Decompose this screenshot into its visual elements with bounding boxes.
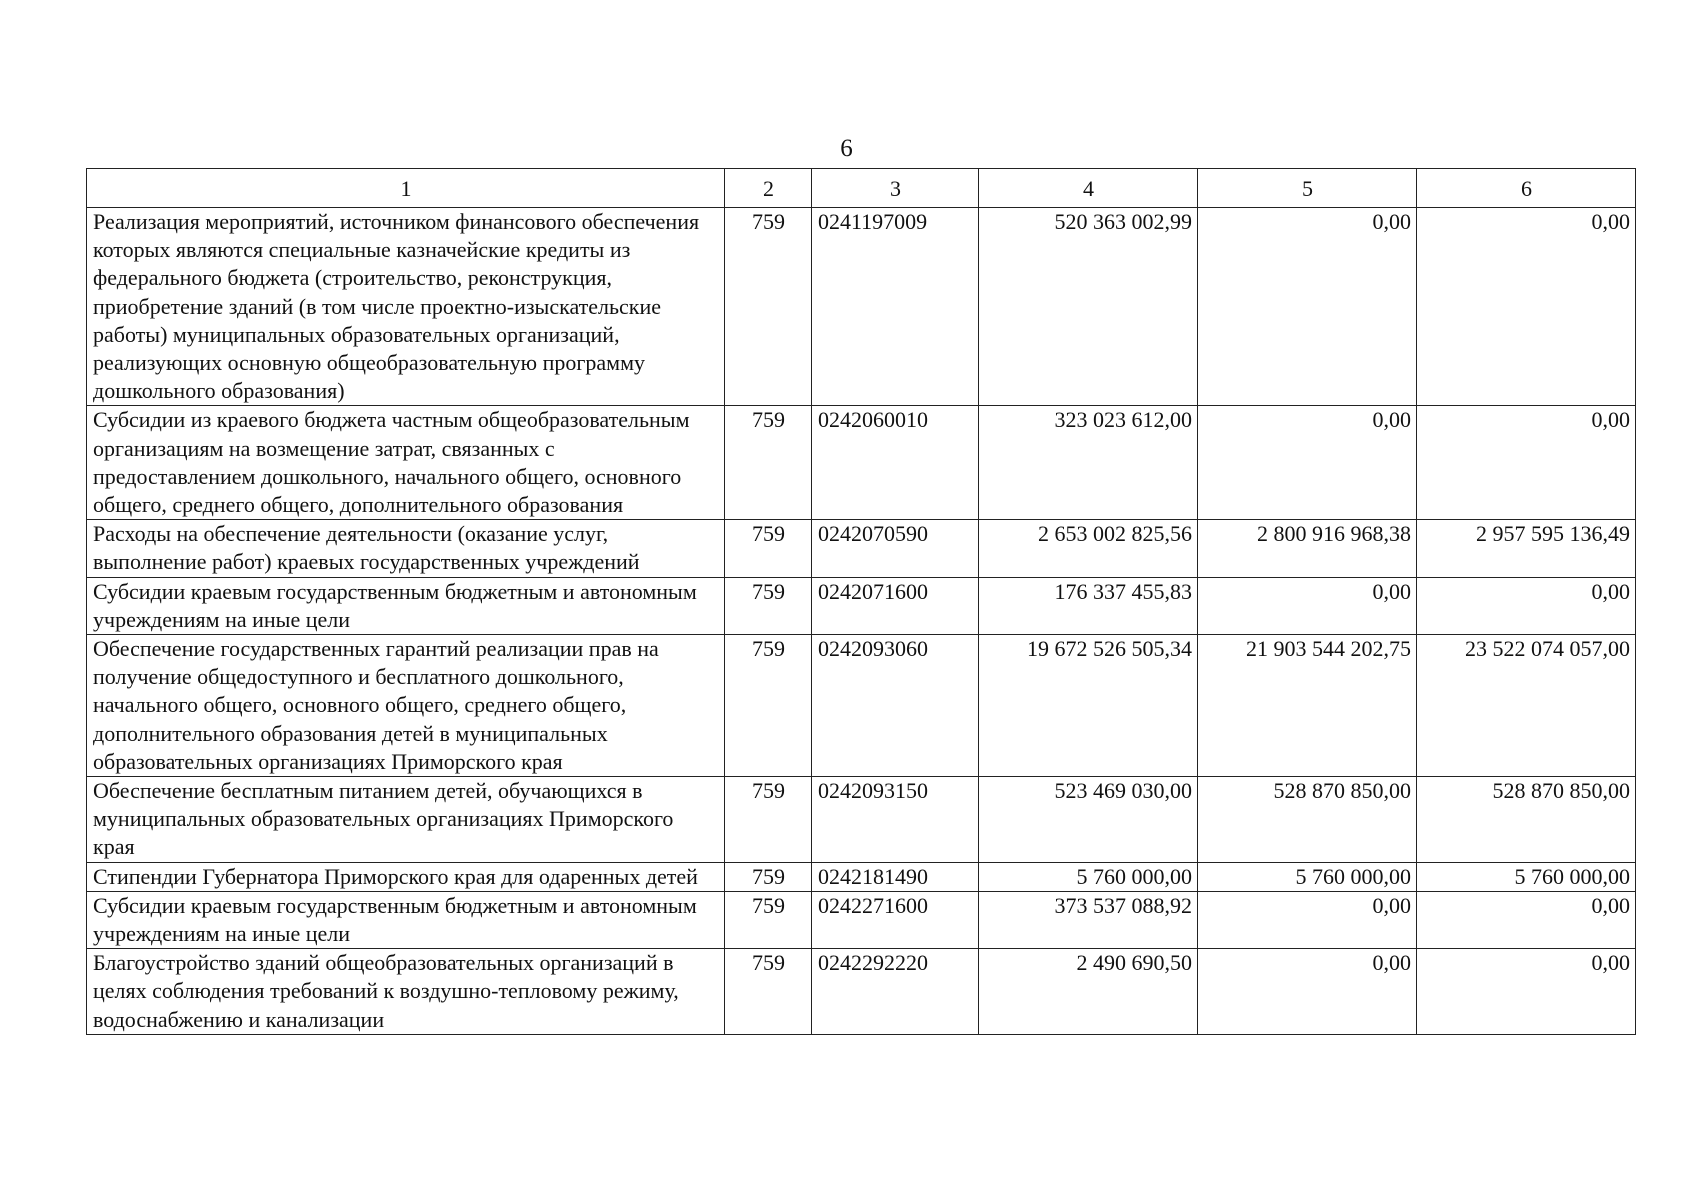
row-csr: 0242181490 [812,862,979,891]
row-amount-col4: 523 469 030,00 [979,777,1198,863]
row-csr: 0242071600 [812,577,979,634]
row-code: 759 [725,777,812,863]
row-amount-col5: 5 760 000,00 [1198,862,1417,891]
row-code: 759 [725,862,812,891]
header-row [87,169,1636,208]
row-amount-col4: 2 653 002 825,56 [979,520,1198,577]
page-number: 6 [840,135,853,162]
row-amount-col4: 5 760 000,00 [979,862,1198,891]
row-amount-col6: 0,00 [1417,891,1636,948]
table-row [87,406,1636,520]
row-amount-col4: 373 537 088,92 [979,891,1198,948]
row-amount-col4: 176 337 455,83 [979,577,1198,634]
row-csr: 0241197009 [812,208,979,406]
row-code: 759 [725,635,812,777]
row-name: Благоустройство зданий общеобразовательных организаций в целях соблюдения требований к воздушно-тепловому режиму, водоснабжению и канализации [87,949,725,1035]
row-amount-col5: 0,00 [1198,577,1417,634]
row-amount-col6: 0,00 [1417,208,1636,406]
row-amount-col6: 0,00 [1417,577,1636,634]
table-row [87,635,1636,777]
table-row [87,891,1636,948]
row-name: Обеспечение бесплатным питанием детей, обучающихся в муниципальных образовательных организациях Приморского края [87,777,725,863]
table-row [87,777,1636,863]
header-col-4: 4 [979,169,1198,208]
row-amount-col5: 0,00 [1198,406,1417,520]
row-code: 759 [725,577,812,634]
table-row [87,577,1636,634]
row-name: Субсидии краевым государственным бюджетным и автономным учреждениям на иные цели [87,577,725,634]
row-code: 759 [725,406,812,520]
row-name: Субсидии из краевого бюджета частным общеобразовательным организациям на возмещение затрат, связанных с предоставлением дошкольного, начального общего, основного общего, среднего общего, дополнительного образования [87,406,725,520]
row-csr: 0242271600 [812,891,979,948]
row-amount-col6: 5 760 000,00 [1417,862,1636,891]
row-amount-col5: 2 800 916 968,38 [1198,520,1417,577]
row-csr: 0242060010 [812,406,979,520]
row-code: 759 [725,891,812,948]
row-amount-col5: 0,00 [1198,949,1417,1035]
table-row [87,208,1636,406]
table-row [87,949,1636,1035]
row-amount-col5: 0,00 [1198,891,1417,948]
header-col-5: 5 [1198,169,1417,208]
table-row [87,520,1636,577]
row-name: Реализация мероприятий, источником финансового обеспечения которых являются специальные казначейские кредиты из федерального бюджета (строительство, реконструкция, приобретение зданий (в том числе проектно-изыскательские работы) муниципальных образовательных организаций, реализующих основную общеобразовательную программу дошкольного образования) [87,208,725,406]
header-col-6: 6 [1417,169,1636,208]
row-csr: 0242093060 [812,635,979,777]
header-col-2: 2 [725,169,812,208]
row-amount-col6: 528 870 850,00 [1417,777,1636,863]
row-code: 759 [725,520,812,577]
row-name: Стипендии Губернатора Приморского края для одаренных детей [87,862,725,891]
row-name: Обеспечение государственных гарантий реализации прав на получение общедоступного и бесплатного дошкольного, начального общего, основного общего, среднего общего, дополнительного образования детей в муниципальных образовательных организациях Приморского края [87,635,725,777]
row-name: Субсидии краевым государственным бюджетным и автономным учреждениям на иные цели [87,891,725,948]
row-amount-col6: 2 957 595 136,49 [1417,520,1636,577]
row-code: 759 [725,208,812,406]
row-amount-col5: 528 870 850,00 [1198,777,1417,863]
row-amount-col5: 0,00 [1198,208,1417,406]
row-code: 759 [725,949,812,1035]
table-row [87,862,1636,891]
row-csr: 0242093150 [812,777,979,863]
row-csr: 0242070590 [812,520,979,577]
row-amount-col4: 520 363 002,99 [979,208,1198,406]
row-csr: 0242292220 [812,949,979,1035]
row-name: Расходы на обеспечение деятельности (оказание услуг, выполнение работ) краевых государственных учреждений [87,520,725,577]
header-col-3: 3 [812,169,979,208]
budget-table [86,168,1636,1035]
row-amount-col6: 0,00 [1417,406,1636,520]
header-col-1: 1 [87,169,725,208]
row-amount-col4: 323 023 612,00 [979,406,1198,520]
row-amount-col4: 19 672 526 505,34 [979,635,1198,777]
row-amount-col4: 2 490 690,50 [979,949,1198,1035]
row-amount-col5: 21 903 544 202,75 [1198,635,1417,777]
row-amount-col6: 23 522 074 057,00 [1417,635,1636,777]
row-amount-col6: 0,00 [1417,949,1636,1035]
